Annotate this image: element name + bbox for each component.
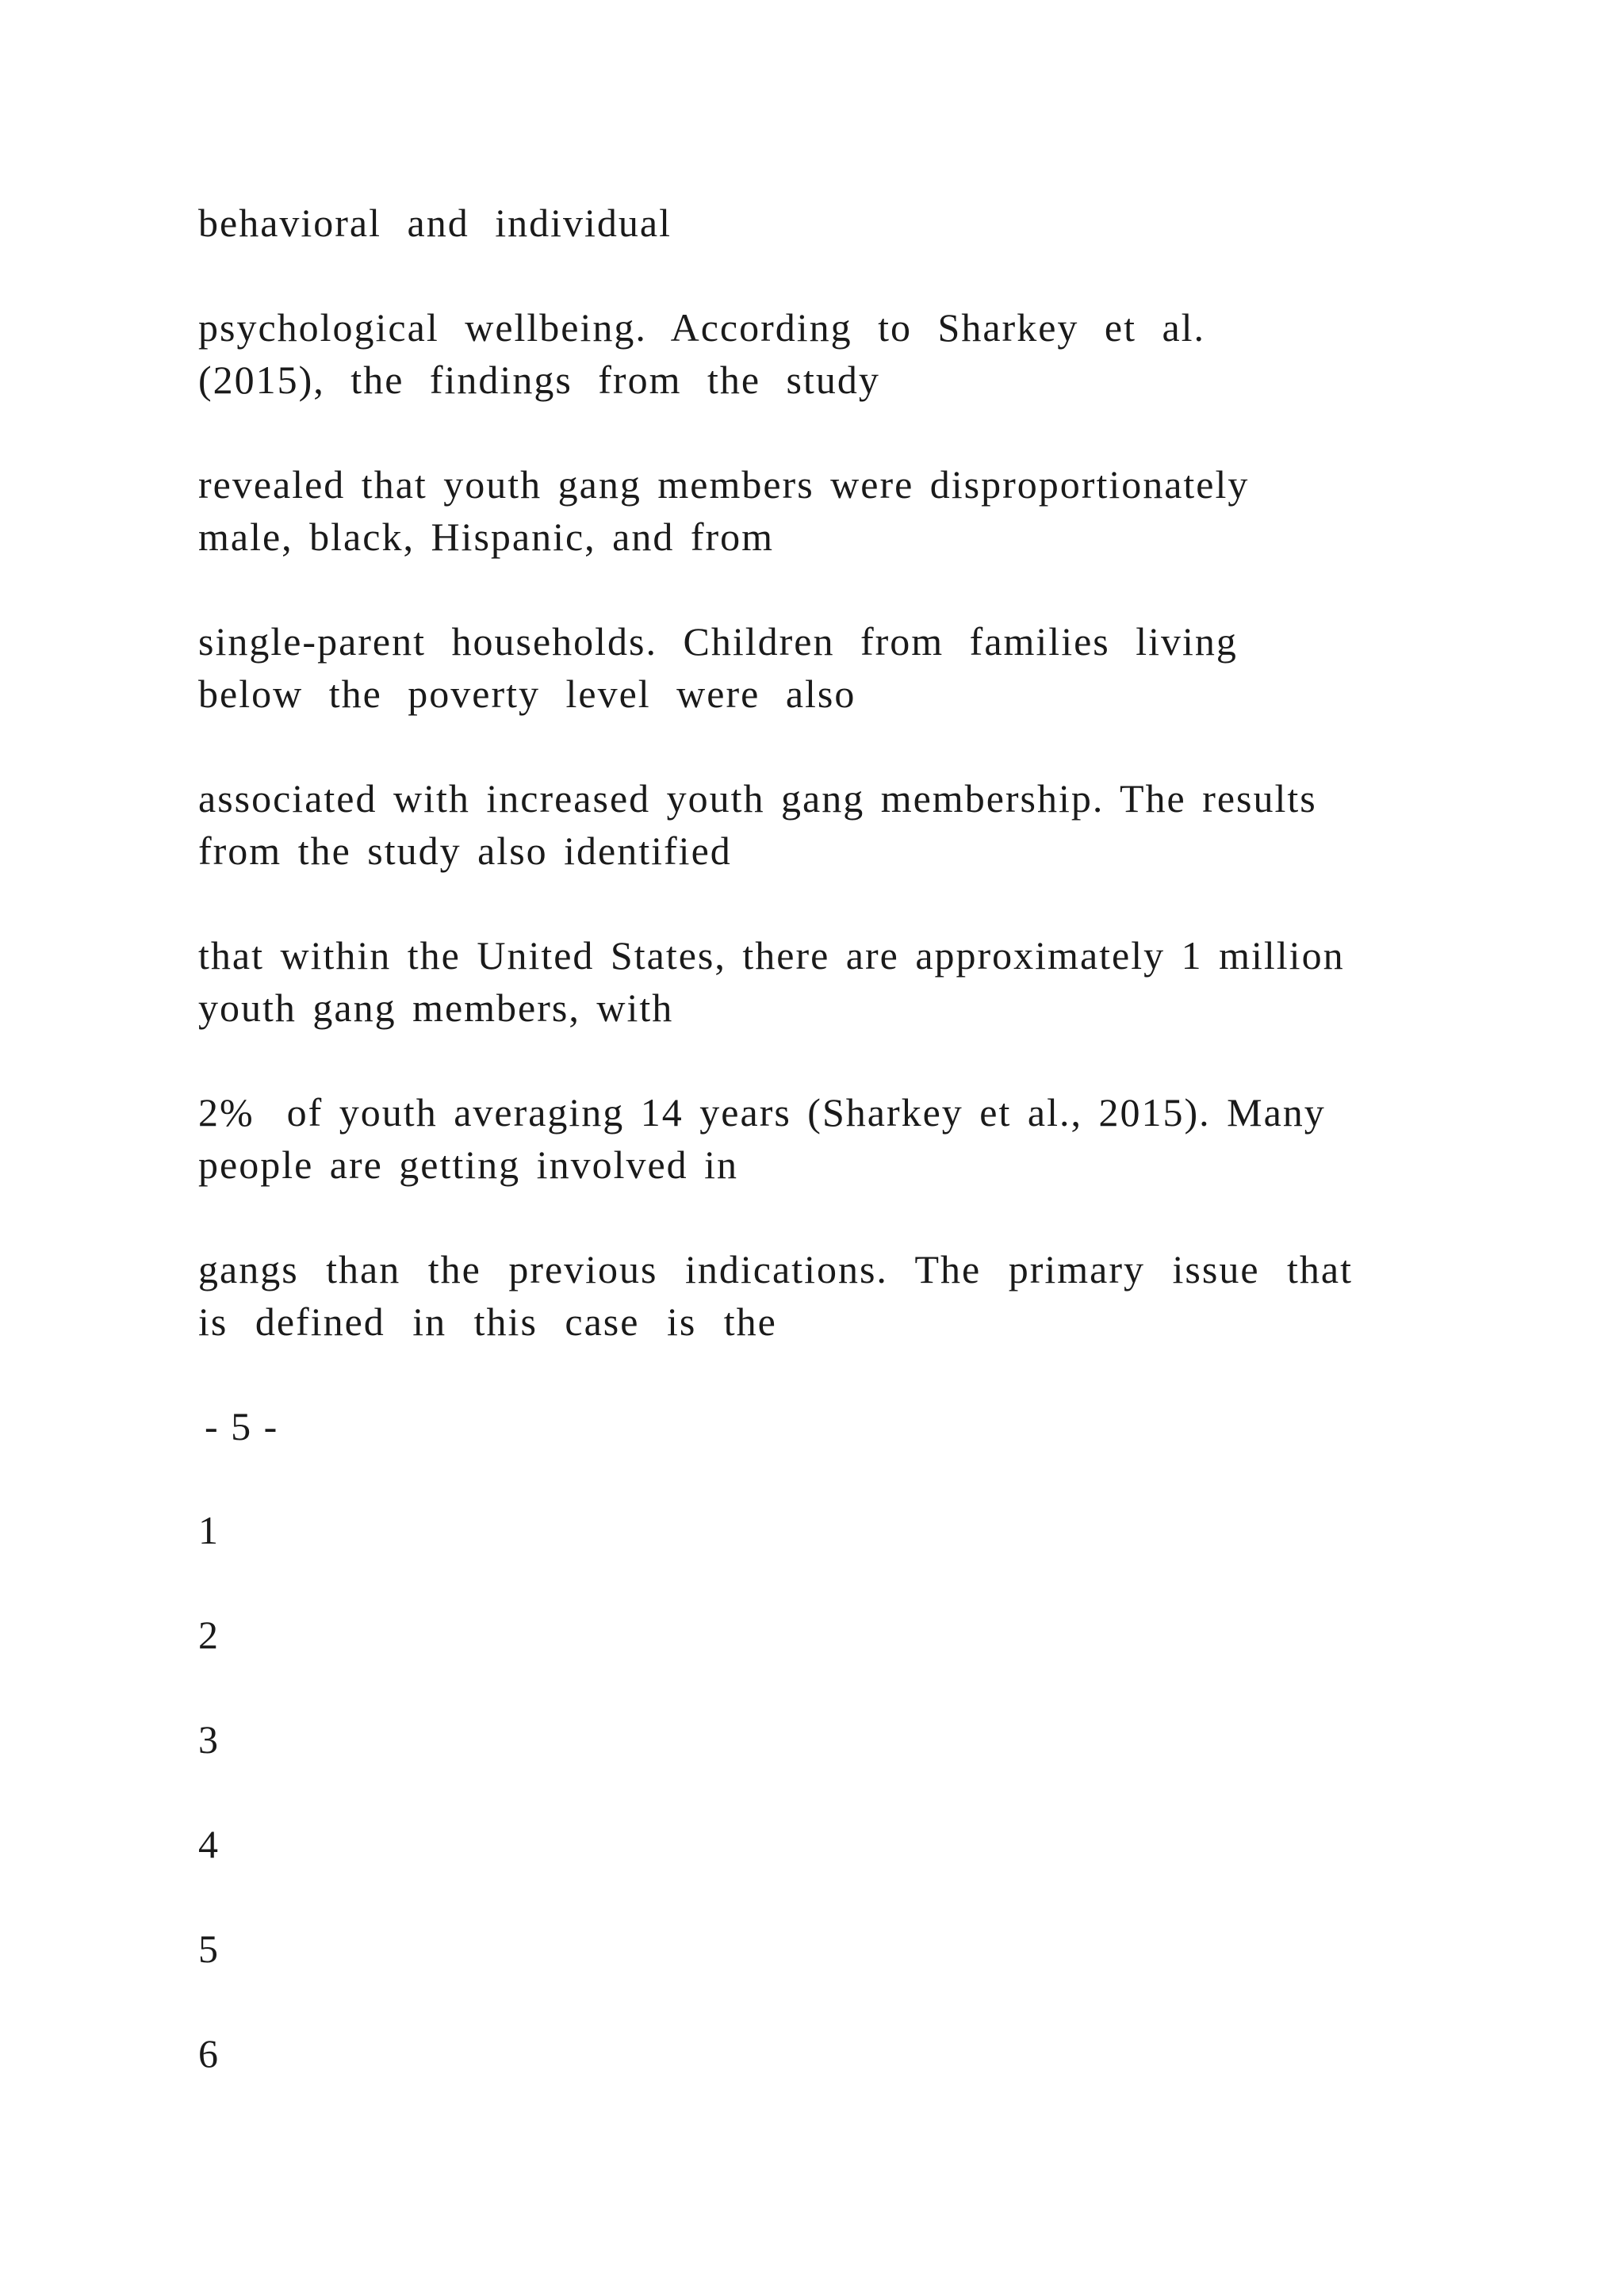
line-number: 1 <box>198 1508 218 1552</box>
paragraph-line: revealed that youth gang members were disproportionately <box>198 462 1250 507</box>
paragraph-line: 2% of youth averaging 14 years (Sharkey et al., 2015). Many <box>198 1090 1326 1135</box>
paragraph-7 <box>198 1086 1435 1191</box>
paragraph-line: below the poverty level were also <box>198 672 856 716</box>
paragraph-line: male, black, Hispanic, and from <box>198 515 775 559</box>
paragraph-line: behavioral and individual <box>198 201 672 245</box>
page-number: - 5 - <box>205 1404 279 1448</box>
paragraph-2 <box>198 301 1435 406</box>
paragraph-4 <box>198 615 1435 720</box>
paragraph-line: psychological wellbeing. According to Sharkey et al. <box>198 305 1206 350</box>
paragraph-line: single-parent households. Children from families living <box>198 619 1238 664</box>
line-number: 2 <box>198 1613 218 1657</box>
paragraph-1 <box>198 197 1435 249</box>
paragraph-8 <box>198 1243 1435 1348</box>
line-number: 5 <box>198 1927 218 1971</box>
paragraph-line: associated with increased youth gang membership. The results <box>198 776 1317 821</box>
paragraph-5 <box>198 772 1435 877</box>
paragraph-6 <box>198 929 1435 1034</box>
paragraph-line: gangs than the previous indications. The primary issue that <box>198 1247 1354 1292</box>
paragraph-line: (2015), the findings from the study <box>198 358 880 402</box>
paragraph-line: that within the United States, there are approximately 1 million <box>198 933 1345 978</box>
paragraph-line: from the study also identified <box>198 828 732 873</box>
line-number: 3 <box>198 1717 218 1762</box>
line-number: 6 <box>198 2031 218 2076</box>
paragraph-line: youth gang members, with <box>198 985 674 1030</box>
line-number: 4 <box>198 1822 218 1866</box>
paragraph-line: is defined in this case is the <box>198 1299 777 1344</box>
paragraph-3 <box>198 458 1435 563</box>
paragraph-line: people are getting involved in <box>198 1142 739 1187</box>
